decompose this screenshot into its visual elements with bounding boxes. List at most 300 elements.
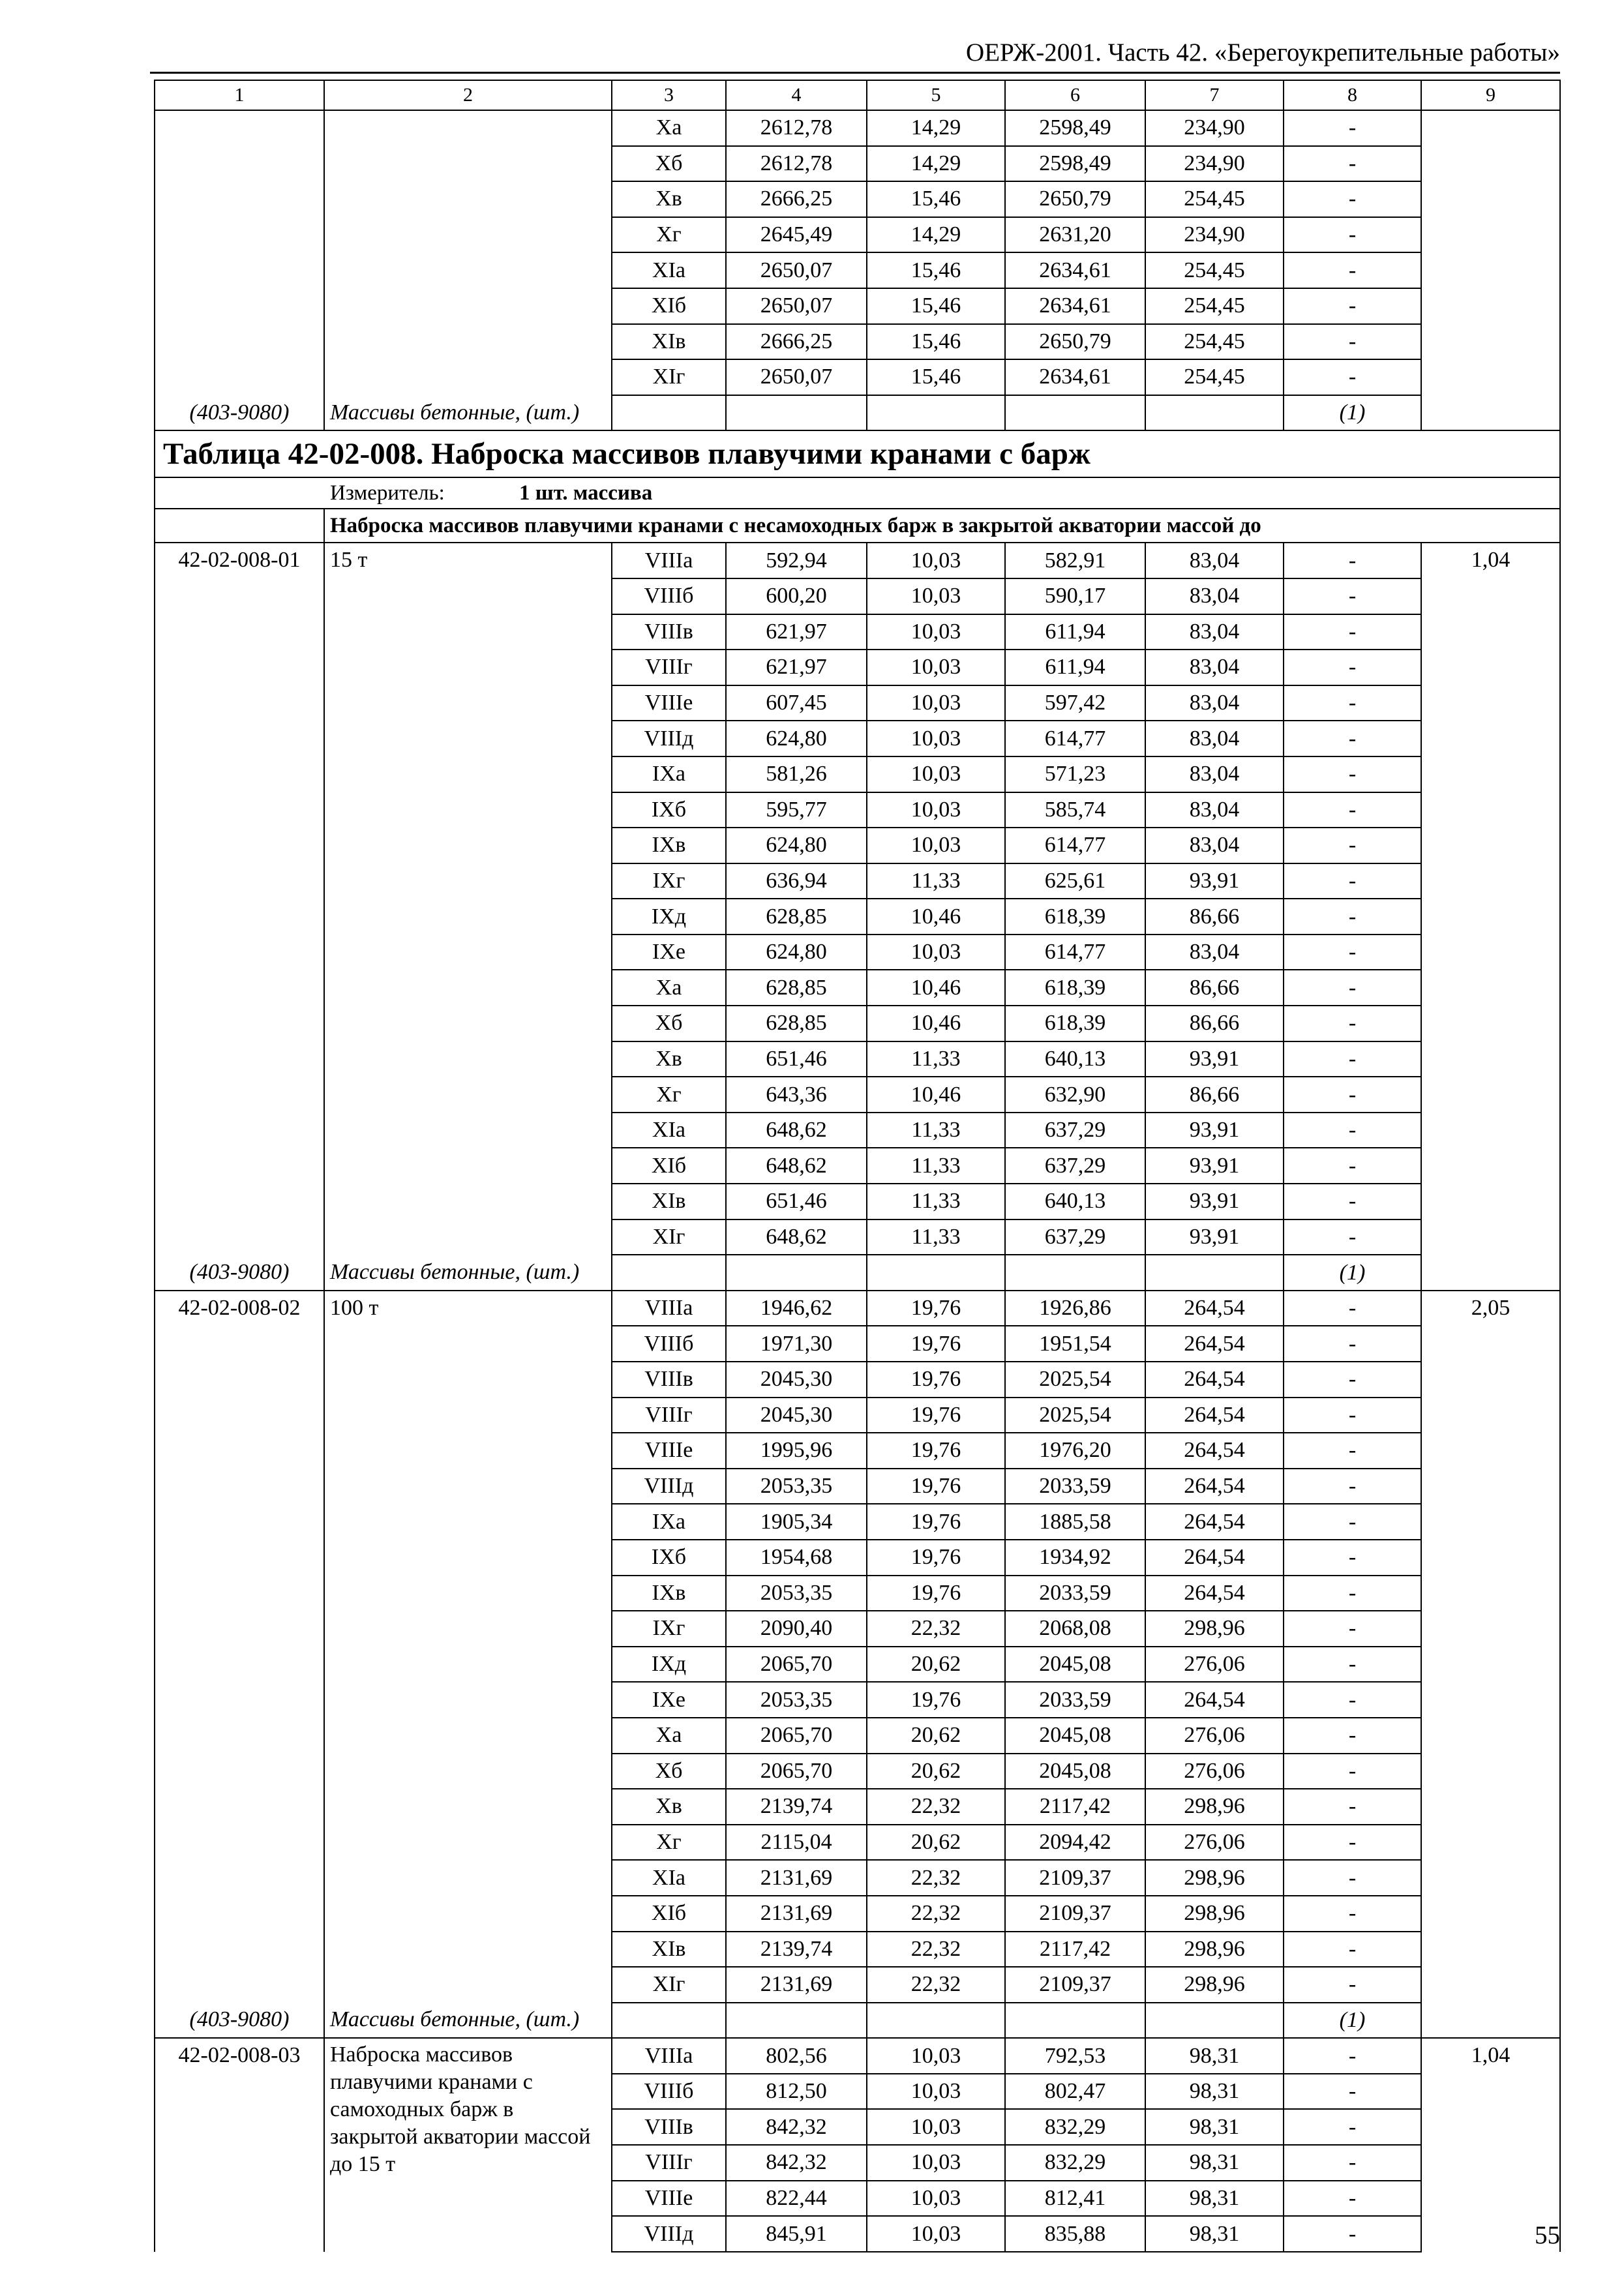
- empty-cell: [726, 1255, 867, 1291]
- wages-cost-cell: 10,03: [867, 2216, 1005, 2252]
- wages-cost-cell: 10,46: [867, 1006, 1005, 1041]
- resource-level-cell: XIа: [612, 1113, 726, 1148]
- operator-wages-cell: 264,54: [1145, 1326, 1284, 1362]
- materials-cost-cell: -: [1284, 2216, 1421, 2252]
- wages-cost-cell: 20,62: [867, 1647, 1005, 1683]
- resource-level-cell: VIIIа: [612, 2038, 726, 2074]
- materials-cost-cell: -: [1284, 1041, 1421, 1077]
- wages-cost-cell: 10,03: [867, 2145, 1005, 2181]
- operator-wages-cell: 98,31: [1145, 2038, 1284, 2074]
- column-number: 2: [324, 80, 612, 110]
- resource-level-cell: VIIIе: [612, 1433, 726, 1469]
- wages-cost-cell: 10,03: [867, 578, 1005, 614]
- resource-level-cell: VIIIг: [612, 1398, 726, 1433]
- machines-cost-cell: 2045,08: [1005, 1754, 1145, 1789]
- machines-cost-cell: 618,39: [1005, 899, 1145, 935]
- wages-cost-cell: 22,32: [867, 1967, 1005, 2003]
- machines-cost-cell: 1885,58: [1005, 1504, 1145, 1540]
- wages-cost-cell: 20,62: [867, 1754, 1005, 1789]
- machines-cost-cell: 792,53: [1005, 2038, 1145, 2074]
- machines-cost-cell: 2045,08: [1005, 1718, 1145, 1754]
- labor-cost-cell: 2,05: [1421, 1291, 1560, 2038]
- materials-cost-cell: -: [1284, 324, 1421, 360]
- resource-level-cell: IXг: [612, 863, 726, 899]
- operator-wages-cell: 98,31: [1145, 2074, 1284, 2110]
- materials-cost-cell: -: [1284, 685, 1421, 721]
- wages-cost-cell: 11,33: [867, 1184, 1005, 1219]
- resource-level-cell: VIIIд: [612, 1469, 726, 1504]
- machines-cost-cell: 2068,08: [1005, 1611, 1145, 1647]
- resource-level-cell: XIб: [612, 1896, 726, 1932]
- empty-cell: [726, 395, 867, 431]
- resource-level-cell: Xг: [612, 1825, 726, 1861]
- empty-cell: [1145, 395, 1284, 431]
- machines-cost-cell: 640,13: [1005, 1041, 1145, 1077]
- wages-cost-cell: 19,76: [867, 1540, 1005, 1576]
- machines-cost-cell: 618,39: [1005, 1006, 1145, 1041]
- machines-cost-cell: 2117,42: [1005, 1932, 1145, 1967]
- wages-cost-cell: 10,46: [867, 970, 1005, 1006]
- resource-level-cell: VIIIб: [612, 1326, 726, 1362]
- column-number: 5: [867, 80, 1005, 110]
- machines-cost-cell: 640,13: [1005, 1184, 1145, 1219]
- materials-cost-cell: -: [1284, 1433, 1421, 1469]
- machines-cost-cell: 611,94: [1005, 650, 1145, 685]
- table-row: [155, 110, 1560, 146]
- wages-cost-cell: 19,76: [867, 1433, 1005, 1469]
- materials-cost-cell: -: [1284, 217, 1421, 253]
- resource-level-cell: Xг: [612, 217, 726, 253]
- operator-wages-cell: 98,31: [1145, 2181, 1284, 2217]
- wages-cost-cell: 22,32: [867, 1789, 1005, 1825]
- materials-cost-cell: -: [1284, 1362, 1421, 1398]
- rate-name-cell: Наброска массивов плавучими кранами с самоходных барж в закрытой акватории массой до 15 т: [324, 2038, 612, 2252]
- materials-cost-cell: -: [1284, 543, 1421, 578]
- column-number-row: [155, 80, 1560, 110]
- materials-cost-cell: -: [1284, 1326, 1421, 1362]
- machines-cost-cell: 614,77: [1005, 935, 1145, 970]
- resource-level-cell: IXг: [612, 1611, 726, 1647]
- materials-cost-cell: -: [1284, 2181, 1421, 2217]
- materials-cost-cell: -: [1284, 1576, 1421, 1611]
- resource-level-cell: IXа: [612, 756, 726, 792]
- materials-cost-cell: -: [1284, 1754, 1421, 1789]
- operator-wages-cell: 93,91: [1145, 1113, 1284, 1148]
- rate-code-cell: [155, 110, 324, 395]
- operator-wages-cell: 83,04: [1145, 614, 1284, 650]
- machines-cost-cell: 832,29: [1005, 2145, 1145, 2181]
- machines-cost-cell: 2650,79: [1005, 324, 1145, 360]
- wages-cost-cell: 11,33: [867, 1219, 1005, 1255]
- wages-cost-cell: 10,03: [867, 2109, 1005, 2145]
- wages-cost-cell: 10,03: [867, 2074, 1005, 2110]
- resource-level-cell: Xв: [612, 1041, 726, 1077]
- direct-cost-cell: 842,32: [726, 2109, 867, 2145]
- direct-cost-cell: 2053,35: [726, 1682, 867, 1718]
- rate-code-cell: 42-02-008-02: [155, 1291, 324, 2003]
- operator-wages-cell: 298,96: [1145, 1789, 1284, 1825]
- table-row: [155, 1291, 1560, 1326]
- direct-cost-cell: 607,45: [726, 685, 867, 721]
- operator-wages-cell: 264,54: [1145, 1504, 1284, 1540]
- direct-cost-cell: 845,91: [726, 2216, 867, 2252]
- direct-cost-cell: 651,46: [726, 1041, 867, 1077]
- wages-cost-cell: 19,76: [867, 1326, 1005, 1362]
- operator-wages-cell: 83,04: [1145, 935, 1284, 970]
- resource-level-cell: XIв: [612, 324, 726, 360]
- wages-cost-cell: 10,03: [867, 685, 1005, 721]
- wages-cost-cell: 22,32: [867, 1932, 1005, 1967]
- resource-level-cell: VIIIб: [612, 578, 726, 614]
- direct-cost-cell: 624,80: [726, 828, 867, 863]
- machines-cost-cell: 1976,20: [1005, 1433, 1145, 1469]
- direct-cost-cell: 1954,68: [726, 1540, 867, 1576]
- wages-cost-cell: 14,29: [867, 110, 1005, 146]
- rate-code-cell: 42-02-008-03: [155, 2038, 324, 2252]
- materials-cost-cell: -: [1284, 252, 1421, 288]
- operator-wages-cell: 298,96: [1145, 1932, 1284, 1967]
- materials-cost-cell: -: [1284, 2038, 1421, 2074]
- unit-label: Измеритель:: [330, 481, 445, 505]
- machines-cost-cell: 2025,54: [1005, 1398, 1145, 1433]
- direct-cost-cell: 2115,04: [726, 1825, 867, 1861]
- wages-cost-cell: 19,76: [867, 1682, 1005, 1718]
- direct-cost-cell: 842,32: [726, 2145, 867, 2181]
- column-number: 4: [726, 80, 867, 110]
- direct-cost-cell: 2666,25: [726, 324, 867, 360]
- column-number: 3: [612, 80, 726, 110]
- direct-cost-cell: 628,85: [726, 1006, 867, 1041]
- wages-cost-cell: 10,03: [867, 935, 1005, 970]
- machines-cost-cell: 832,29: [1005, 2109, 1145, 2145]
- direct-cost-cell: 643,36: [726, 1077, 867, 1113]
- operator-wages-cell: 234,90: [1145, 110, 1284, 146]
- operator-wages-cell: 254,45: [1145, 181, 1284, 217]
- materials-cost-cell: -: [1284, 1825, 1421, 1861]
- materials-cost-cell: -: [1284, 1540, 1421, 1576]
- resource-level-cell: IXа: [612, 1504, 726, 1540]
- materials-cost-cell: -: [1284, 1006, 1421, 1041]
- wages-cost-cell: 22,32: [867, 1896, 1005, 1932]
- unit-row: [155, 477, 1560, 509]
- machines-cost-cell: 812,41: [1005, 2181, 1145, 2217]
- operator-wages-cell: 264,54: [1145, 1433, 1284, 1469]
- operator-wages-cell: 254,45: [1145, 288, 1284, 324]
- operator-wages-cell: 83,04: [1145, 650, 1284, 685]
- resource-level-cell: IXб: [612, 792, 726, 828]
- wages-cost-cell: 10,03: [867, 650, 1005, 685]
- resource-level-cell: VIIIа: [612, 543, 726, 578]
- material-name-cell: Массивы бетонные, (шт.): [324, 2003, 612, 2039]
- materials-cost-cell: -: [1284, 935, 1421, 970]
- machines-cost-cell: 611,94: [1005, 614, 1145, 650]
- direct-cost-cell: 600,20: [726, 578, 867, 614]
- materials-cost-cell: -: [1284, 756, 1421, 792]
- unit-cell: [155, 477, 1560, 509]
- materials-cost-cell: -: [1284, 1219, 1421, 1255]
- table-title: Таблица 42-02-008. Наброска массивов плавучими кранами с барж: [155, 430, 1560, 477]
- labor-cost-cell: [1421, 110, 1560, 430]
- operator-wages-cell: 83,04: [1145, 828, 1284, 863]
- resource-level-cell: Xб: [612, 1754, 726, 1789]
- wages-cost-cell: 11,33: [867, 1113, 1005, 1148]
- operator-wages-cell: 234,90: [1145, 146, 1284, 182]
- wages-cost-cell: 10,46: [867, 1077, 1005, 1113]
- materials-cost-cell: -: [1284, 2074, 1421, 2110]
- resource-level-cell: Xг: [612, 1077, 726, 1113]
- wages-cost-cell: 10,46: [867, 899, 1005, 935]
- direct-cost-cell: 2045,30: [726, 1362, 867, 1398]
- operator-wages-cell: 264,54: [1145, 1291, 1284, 1326]
- header-rule: [150, 72, 1560, 74]
- materials-cost-cell: -: [1284, 792, 1421, 828]
- machines-cost-cell: 2117,42: [1005, 1789, 1145, 1825]
- direct-cost-cell: 636,94: [726, 863, 867, 899]
- operator-wages-cell: 83,04: [1145, 792, 1284, 828]
- resource-level-cell: XIб: [612, 288, 726, 324]
- operator-wages-cell: 276,06: [1145, 1718, 1284, 1754]
- resource-level-cell: IXб: [612, 1540, 726, 1576]
- materials-cost-cell: -: [1284, 614, 1421, 650]
- direct-cost-cell: 2645,49: [726, 217, 867, 253]
- resource-level-cell: VIIIе: [612, 685, 726, 721]
- resource-level-cell: XIа: [612, 1860, 726, 1896]
- materials-cost-cell: -: [1284, 181, 1421, 217]
- operator-wages-cell: 98,31: [1145, 2109, 1284, 2145]
- operator-wages-cell: 264,54: [1145, 1576, 1284, 1611]
- wages-cost-cell: 19,76: [867, 1398, 1005, 1433]
- wages-cost-cell: 15,46: [867, 324, 1005, 360]
- direct-cost-cell: 2612,78: [726, 110, 867, 146]
- operator-wages-cell: 98,31: [1145, 2216, 1284, 2252]
- machines-cost-cell: 2109,37: [1005, 1860, 1145, 1896]
- wages-cost-cell: 11,33: [867, 863, 1005, 899]
- operator-wages-cell: 264,54: [1145, 1469, 1284, 1504]
- machines-cost-cell: 2109,37: [1005, 1967, 1145, 2003]
- wages-cost-cell: 19,76: [867, 1469, 1005, 1504]
- resource-level-cell: VIIIг: [612, 2145, 726, 2181]
- materials-cost-cell: -: [1284, 1860, 1421, 1896]
- resource-level-cell: VIIIв: [612, 2109, 726, 2145]
- materials-cost-cell: -: [1284, 1398, 1421, 1433]
- wages-cost-cell: 11,33: [867, 1148, 1005, 1184]
- empty-cell: [867, 2003, 1005, 2039]
- materials-cost-cell: -: [1284, 828, 1421, 863]
- machines-cost-cell: 2634,61: [1005, 359, 1145, 395]
- operator-wages-cell: 234,90: [1145, 217, 1284, 253]
- materials-cost-cell: -: [1284, 1504, 1421, 1540]
- material-row: [155, 395, 1560, 431]
- wages-cost-cell: 15,46: [867, 359, 1005, 395]
- materials-cost-cell: -: [1284, 1967, 1421, 2003]
- materials-cost-cell: -: [1284, 1113, 1421, 1148]
- resource-level-cell: XIв: [612, 1932, 726, 1967]
- wages-cost-cell: 19,76: [867, 1576, 1005, 1611]
- direct-cost-cell: 1995,96: [726, 1433, 867, 1469]
- operator-wages-cell: 83,04: [1145, 685, 1284, 721]
- machines-cost-cell: 2634,61: [1005, 252, 1145, 288]
- wages-cost-cell: 20,62: [867, 1718, 1005, 1754]
- empty-cell: [1005, 395, 1145, 431]
- table-row: [155, 2038, 1560, 2074]
- materials-cost-cell: -: [1284, 1789, 1421, 1825]
- operator-wages-cell: 86,66: [1145, 899, 1284, 935]
- operator-wages-cell: 298,96: [1145, 1896, 1284, 1932]
- machines-cost-cell: 2045,08: [1005, 1647, 1145, 1683]
- wages-cost-cell: 19,76: [867, 1291, 1005, 1326]
- operator-wages-cell: 93,91: [1145, 1148, 1284, 1184]
- operator-wages-cell: 264,54: [1145, 1540, 1284, 1576]
- operator-wages-cell: 276,06: [1145, 1825, 1284, 1861]
- wages-cost-cell: 15,46: [867, 252, 1005, 288]
- material-code-cell: (403-9080): [155, 395, 324, 431]
- operator-wages-cell: 83,04: [1145, 578, 1284, 614]
- empty-cell: [155, 509, 324, 543]
- machines-cost-cell: 2033,59: [1005, 1682, 1145, 1718]
- machines-cost-cell: 835,88: [1005, 2216, 1145, 2252]
- resource-level-cell: IXд: [612, 1647, 726, 1683]
- direct-cost-cell: 581,26: [726, 756, 867, 792]
- direct-cost-cell: 1905,34: [726, 1504, 867, 1540]
- empty-cell: [612, 1255, 726, 1291]
- direct-cost-cell: 2065,70: [726, 1647, 867, 1683]
- machines-cost-cell: 1926,86: [1005, 1291, 1145, 1326]
- machines-cost-cell: 637,29: [1005, 1148, 1145, 1184]
- material-qty-cell: (1): [1284, 395, 1421, 431]
- materials-cost-cell: -: [1284, 863, 1421, 899]
- operator-wages-cell: 254,45: [1145, 359, 1284, 395]
- wages-cost-cell: 10,03: [867, 614, 1005, 650]
- wages-cost-cell: 22,32: [867, 1860, 1005, 1896]
- empty-cell: [867, 1255, 1005, 1291]
- materials-cost-cell: -: [1284, 1896, 1421, 1932]
- machines-cost-cell: 597,42: [1005, 685, 1145, 721]
- direct-cost-cell: 2650,07: [726, 288, 867, 324]
- machines-cost-cell: 2033,59: [1005, 1469, 1145, 1504]
- operator-wages-cell: 93,91: [1145, 863, 1284, 899]
- direct-cost-cell: 2090,40: [726, 1611, 867, 1647]
- unit-value: 1 шт. массива: [519, 481, 653, 505]
- wages-cost-cell: 10,03: [867, 756, 1005, 792]
- column-number: 6: [1005, 80, 1145, 110]
- resource-level-cell: XIг: [612, 359, 726, 395]
- material-name-cell: Массивы бетонные, (шт.): [324, 1255, 612, 1291]
- resource-level-cell: IXе: [612, 935, 726, 970]
- wages-cost-cell: 10,03: [867, 2038, 1005, 2074]
- resource-level-cell: VIIIе: [612, 2181, 726, 2217]
- operator-wages-cell: 86,66: [1145, 970, 1284, 1006]
- direct-cost-cell: 2053,35: [726, 1469, 867, 1504]
- machines-cost-cell: 614,77: [1005, 721, 1145, 756]
- empty-cell: [1005, 2003, 1145, 2039]
- operator-wages-cell: 276,06: [1145, 1647, 1284, 1683]
- material-code-cell: (403-9080): [155, 2003, 324, 2039]
- operator-wages-cell: 86,66: [1145, 1077, 1284, 1113]
- rates-table: [154, 80, 1561, 2252]
- resource-level-cell: VIIIв: [612, 614, 726, 650]
- direct-cost-cell: 621,97: [726, 614, 867, 650]
- materials-cost-cell: -: [1284, 1932, 1421, 1967]
- resource-level-cell: Xа: [612, 970, 726, 1006]
- direct-cost-cell: 2065,70: [726, 1718, 867, 1754]
- materials-cost-cell: -: [1284, 1682, 1421, 1718]
- materials-cost-cell: -: [1284, 721, 1421, 756]
- wages-cost-cell: 19,76: [867, 1362, 1005, 1398]
- operator-wages-cell: 264,54: [1145, 1682, 1284, 1718]
- resource-level-cell: Xб: [612, 146, 726, 182]
- machines-cost-cell: 625,61: [1005, 863, 1145, 899]
- materials-cost-cell: -: [1284, 2145, 1421, 2181]
- empty-cell: [867, 395, 1005, 431]
- resource-level-cell: VIIIд: [612, 721, 726, 756]
- wages-cost-cell: 14,29: [867, 146, 1005, 182]
- column-number: 1: [155, 80, 324, 110]
- machines-cost-cell: 614,77: [1005, 828, 1145, 863]
- machines-cost-cell: 802,47: [1005, 2074, 1145, 2110]
- wages-cost-cell: 10,03: [867, 828, 1005, 863]
- direct-cost-cell: 628,85: [726, 899, 867, 935]
- direct-cost-cell: 621,97: [726, 650, 867, 685]
- resource-level-cell: IXв: [612, 828, 726, 863]
- direct-cost-cell: 2131,69: [726, 1860, 867, 1896]
- rate-code-cell: 42-02-008-01: [155, 543, 324, 1255]
- direct-cost-cell: 2131,69: [726, 1896, 867, 1932]
- materials-cost-cell: -: [1284, 1469, 1421, 1504]
- direct-cost-cell: 2650,07: [726, 359, 867, 395]
- materials-cost-cell: -: [1284, 2109, 1421, 2145]
- resource-level-cell: VIIIд: [612, 2216, 726, 2252]
- operator-wages-cell: 264,54: [1145, 1398, 1284, 1433]
- column-number: 7: [1145, 80, 1284, 110]
- operator-wages-cell: 254,45: [1145, 324, 1284, 360]
- direct-cost-cell: 628,85: [726, 970, 867, 1006]
- resource-level-cell: XIв: [612, 1184, 726, 1219]
- operator-wages-cell: 83,04: [1145, 543, 1284, 578]
- materials-cost-cell: -: [1284, 578, 1421, 614]
- operator-wages-cell: 86,66: [1145, 1006, 1284, 1041]
- materials-cost-cell: -: [1284, 288, 1421, 324]
- direct-cost-cell: 2612,78: [726, 146, 867, 182]
- materials-cost-cell: -: [1284, 1077, 1421, 1113]
- resource-level-cell: XIб: [612, 1148, 726, 1184]
- resource-level-cell: IXе: [612, 1682, 726, 1718]
- operator-wages-cell: 298,96: [1145, 1860, 1284, 1896]
- page-number: 55: [1535, 2221, 1560, 2249]
- resource-level-cell: VIIIв: [612, 1362, 726, 1398]
- wages-cost-cell: 15,46: [867, 181, 1005, 217]
- wages-cost-cell: 15,46: [867, 288, 1005, 324]
- direct-cost-cell: 648,62: [726, 1219, 867, 1255]
- wages-cost-cell: 10,03: [867, 721, 1005, 756]
- machines-cost-cell: 2025,54: [1005, 1362, 1145, 1398]
- machines-cost-cell: 2094,42: [1005, 1825, 1145, 1861]
- direct-cost-cell: 1971,30: [726, 1326, 867, 1362]
- direct-cost-cell: 624,80: [726, 721, 867, 756]
- direct-cost-cell: 1946,62: [726, 1291, 867, 1326]
- resource-level-cell: IXв: [612, 1576, 726, 1611]
- machines-cost-cell: 632,90: [1005, 1077, 1145, 1113]
- resource-level-cell: XIг: [612, 1219, 726, 1255]
- rate-name-cell: 100 т: [324, 1291, 612, 2003]
- resource-level-cell: XIа: [612, 252, 726, 288]
- empty-cell: [1005, 1255, 1145, 1291]
- empty-cell: [1145, 1255, 1284, 1291]
- materials-cost-cell: -: [1284, 1718, 1421, 1754]
- operator-wages-cell: 83,04: [1145, 721, 1284, 756]
- direct-cost-cell: 592,94: [726, 543, 867, 578]
- machines-cost-cell: 585,74: [1005, 792, 1145, 828]
- resource-level-cell: VIIIб: [612, 2074, 726, 2110]
